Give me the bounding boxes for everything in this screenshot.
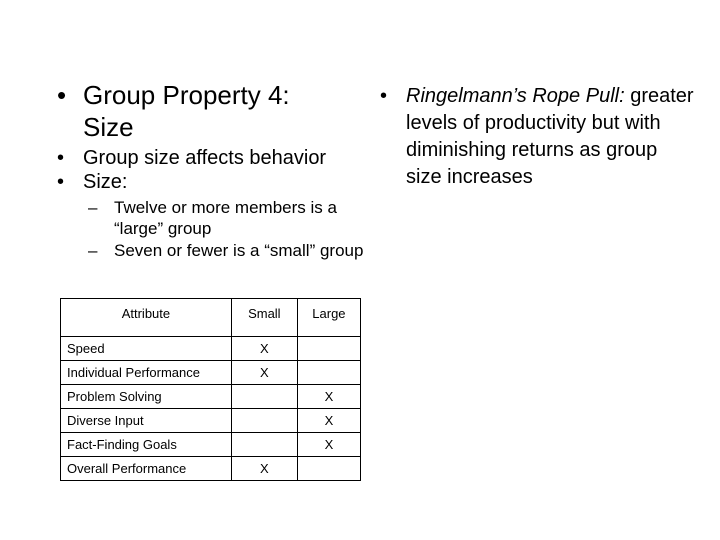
table-row (61, 337, 361, 361)
cell-small: X (231, 337, 297, 361)
header-large: Large (297, 299, 360, 337)
bullet-dot: • (57, 171, 65, 193)
ringelmann-text (406, 83, 696, 191)
cell-attribute: Diverse Input (61, 409, 232, 433)
sub-bullet-dash: – (88, 198, 98, 217)
cell-attribute: Individual Performance (61, 361, 232, 385)
cell-attribute: Speed (61, 337, 232, 361)
bullet-dot: • (57, 147, 65, 169)
bullet-text: Size: (83, 171, 128, 193)
cell-small: X (231, 361, 297, 385)
cell-small (231, 409, 297, 433)
cell-large (297, 361, 360, 385)
slide-title: Group Property 4: Size (83, 80, 290, 142)
cell-large (297, 457, 360, 481)
cell-attribute: Overall Performance (61, 457, 232, 481)
cell-small (231, 433, 297, 457)
cell-large (297, 337, 360, 361)
table-row (61, 409, 361, 433)
cell-large: X (297, 385, 360, 409)
cell-small: X (231, 457, 297, 481)
bullet-dot: • (57, 80, 67, 110)
cell-attribute: Problem Solving (61, 385, 232, 409)
bullet-text: Group size affects behavior (83, 147, 327, 169)
table-header-row (61, 299, 361, 337)
table-row (61, 385, 361, 409)
header-small: Small (231, 299, 297, 337)
sub-bullet-dash: – (88, 241, 98, 260)
bullet-dot: • (380, 85, 388, 107)
table-row (61, 457, 361, 481)
ringelmann-body: greater levels of productivity but with diminishing returns as group size increases (406, 85, 694, 188)
group-size-table (60, 298, 361, 481)
sub-bullet-text: Seven or fewer is a “small” group (114, 241, 364, 260)
sub-bullet-text: Twelve or more members is a “large” group (114, 198, 337, 238)
ringelmann-heading: Ringelmann’s Rope Pull: (406, 85, 625, 107)
table-row (61, 361, 361, 385)
cell-small (231, 385, 297, 409)
cell-attribute: Fact-Finding Goals (61, 433, 232, 457)
table-row (61, 433, 361, 457)
header-attribute: Attribute (61, 299, 232, 337)
cell-large: X (297, 409, 360, 433)
cell-large: X (297, 433, 360, 457)
